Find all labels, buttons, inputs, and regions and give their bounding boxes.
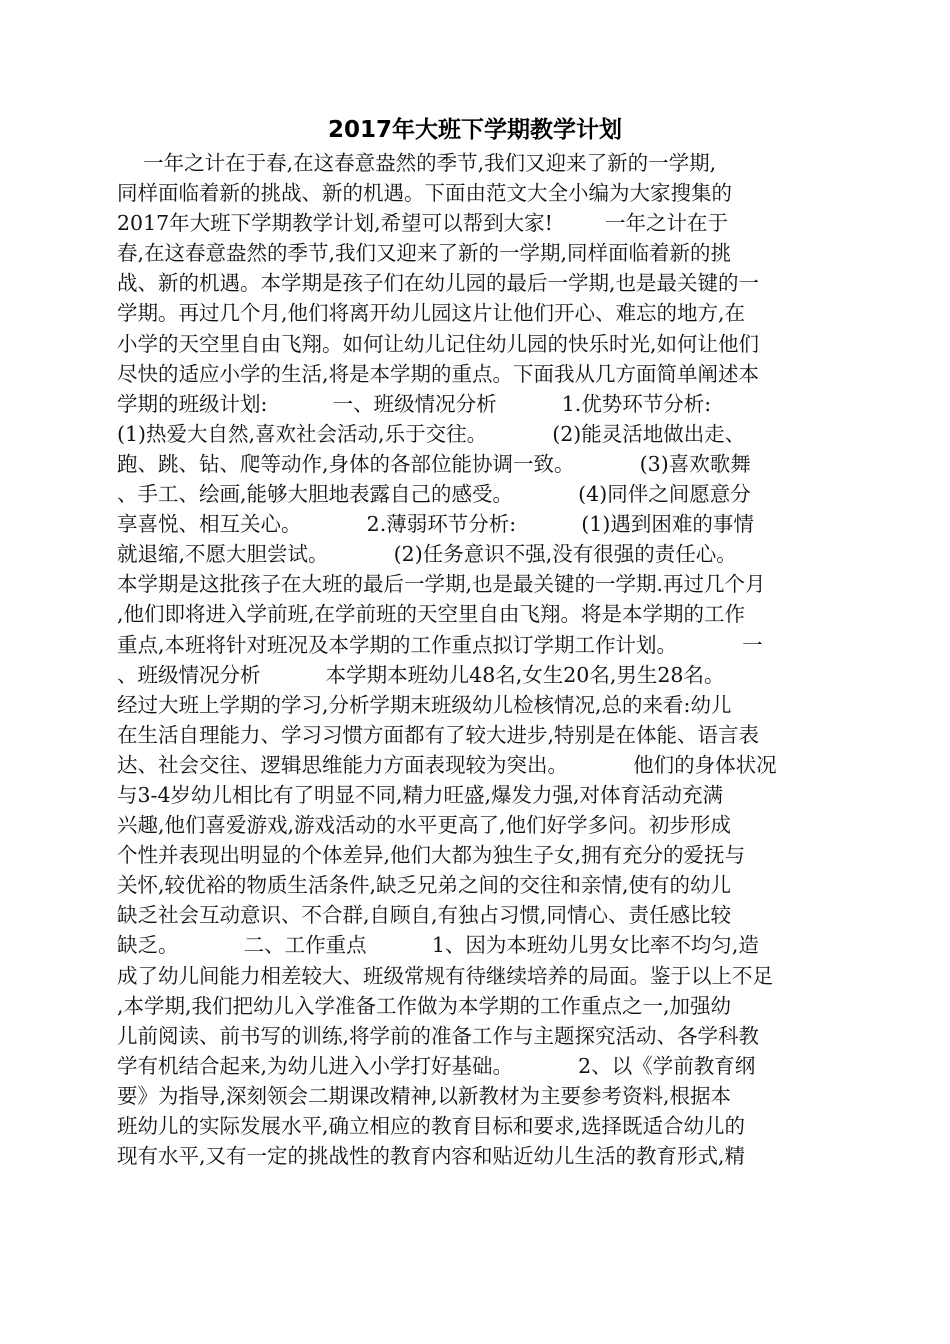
body-line: ,他们即将进入学前班,在学前班的天空里自由飞翔。将是本学期的工作	[117, 602, 746, 627]
body-line: 本学期是这批孩子在大班的最后一学期,也是最关键的一学期.再过几个月	[117, 572, 766, 597]
body-line: 缺乏。 二、工作重点 1、因为本班幼儿男女比率不均匀,造	[117, 933, 759, 958]
body-line: 达、社会交往、逻辑思维能力方面表现较为突出。 他们的身体状况	[117, 752, 777, 777]
body-line: 学期的班级计划: 一、班级情况分析 1.优势环节分析:	[117, 391, 712, 416]
body-line: 要》为指导,深刻领会二期课改精神,以新教材为主要参考资料,根据本	[117, 1083, 732, 1108]
body-line: 学期。再过几个月,他们将离开幼儿园这片让他们开心、难忘的地方,在	[117, 301, 746, 326]
body-line: 在生活自理能力、学习习惯方面都有了较大进步,特别是在体能、语言表	[117, 722, 760, 747]
body-line: 跑、跳、钻、爬等动作,身体的各部位能协调一致。 (3)喜欢歌舞	[117, 451, 751, 476]
body-line: 与3-4岁幼儿相比有了明显不同,精力旺盛,爆发力强,对体育活动充满	[117, 782, 724, 807]
body-line: (1)热爱大自然,喜欢社会活动,乐于交往。 (2)能灵活地做出走、	[117, 421, 746, 446]
body-line: 儿前阅读、前书写的训练,将学前的准备工作与主题探究活动、各学科教	[117, 1023, 760, 1048]
body-line: 学有机结合起来,为幼儿进入小学打好基础。 2、以《学前教育纲	[117, 1053, 756, 1078]
body-line: 一年之计在于春,在这春意盎然的季节,我们又迎来了新的一学期,	[117, 151, 717, 175]
body-line: 兴趣,他们喜爱游戏,游戏活动的水平更高了,他们好学多问。初步形成	[117, 813, 732, 838]
body-line: 享喜悦、相互关心。 2.薄弱环节分析: (1)遇到困难的事情	[117, 512, 754, 537]
body-line: 小学的天空里自由飞翔。如何让幼儿记住幼儿园的快乐时光,如何让他们	[117, 331, 760, 356]
document-body	[117, 148, 837, 1171]
body-line: 现有水平,又有一定的挑战性的教育内容和贴近幼儿生活的教育形式,精	[117, 1144, 746, 1169]
body-line: 班幼儿的实际发展水平,确立相应的教育目标和要求,选择既适合幼儿的	[117, 1114, 746, 1138]
body-line: 春,在这春意盎然的季节,我们又迎来了新的一学期,同样面临着新的挑	[117, 241, 732, 266]
body-line: 尽快的适应小学的生活,将是本学期的重点。下面我从几方面简单阐述本	[117, 361, 760, 386]
body-line: 缺乏社会互动意识、不合群,自顾自,有独占习惯,同情心、责任感比较	[117, 903, 732, 928]
body-line: 经过大班上学期的学习,分析学期末班级幼儿检核情况,总的来看:幼儿	[117, 692, 732, 717]
body-line: 就退缩,不愿大胆尝试。 (2)任务意识不强,没有很强的责任心。	[117, 542, 737, 567]
body-line: 2017年大班下学期教学计划,希望可以帮到大家! 一年之计在于	[117, 211, 729, 236]
body-line: 重点,本班将针对班况及本学期的工作重点拟订学期工作计划。 一	[117, 632, 763, 657]
document-title: 2017年大班下学期教学计划	[327, 117, 622, 143]
body-line: 个性并表现出明显的个体差异,他们大都为独生子女,拥有充分的爱抚与	[117, 843, 746, 868]
body-line: 成了幼儿间能力相差较大、班级常规有待继续培养的局面。鉴于以上不足	[117, 963, 773, 988]
body-line: 同样面临着新的挑战、新的机遇。下面由范文大全小编为大家搜集的	[117, 181, 732, 206]
body-line: 战、新的机遇。本学期是孩子们在幼儿园的最后一学期,也是最关键的一	[117, 271, 760, 296]
body-line: ,本学期,我们把幼儿入学准备工作做为本学期的工作重点之一,加强幼	[117, 993, 732, 1018]
body-line: 关怀,较优裕的物质生活条件,缺乏兄弟之间的交往和亲情,使有的幼儿	[117, 873, 732, 898]
body-line: 、班级情况分析 本学期本班幼儿48名,女生20名,男生28名。	[117, 662, 725, 687]
body-line: 、手工、绘画,能够大胆地表露自己的感受。 (4)同伴之间愿意分	[117, 482, 751, 507]
